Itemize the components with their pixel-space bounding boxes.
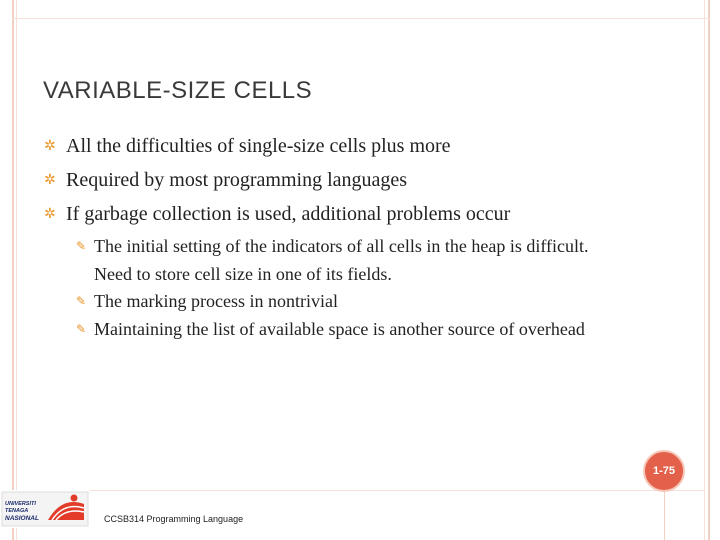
logo-text-3: NASIONAL: [5, 515, 39, 522]
page-number-badge: [643, 450, 685, 492]
frame-line: [12, 0, 14, 540]
sub-bullet-item: [76, 233, 596, 288]
page-number-line: [664, 492, 665, 540]
logo-text-2: TENAGA: [5, 508, 29, 514]
bullet-text: Required by most programming languages: [66, 169, 408, 191]
gear-icon: ✲: [44, 138, 56, 154]
university-logo: [0, 490, 90, 528]
slide-title: VARIABLE-SIZE CELLS: [43, 77, 313, 104]
gear-icon: ✲: [44, 172, 56, 188]
sub-bullet-text: The marking process in nontrivial: [94, 291, 338, 311]
bullet-text: If garbage collection is used, additional problems occur: [66, 203, 511, 225]
pencil-icon: ✎: [76, 294, 87, 308]
sub-bullet-item: [76, 288, 596, 316]
frame-line: [704, 0, 705, 540]
frame-line: [16, 0, 17, 540]
pencil-icon: ✎: [76, 322, 87, 336]
sub-bullet-text: Maintaining the list of available space is another source of overhead: [94, 319, 585, 339]
frame-line: [708, 0, 710, 540]
pencil-icon: ✎: [76, 239, 87, 253]
sub-bullet-text: The initial setting of the indicators of all cells in the heap is difficult. Need to store cell size in one of its fields.: [94, 236, 589, 284]
page-number: 1-75: [652, 465, 676, 477]
bullet-text: All the difficulties of single-size cells plus more: [66, 135, 451, 157]
frame-line: [12, 18, 710, 19]
footer-course-name: CCSB314 Programming Language: [104, 514, 244, 524]
sub-bullet-item: [76, 316, 596, 344]
logo-text-1: UNIVERSITI: [5, 501, 36, 507]
footer-divider: [14, 490, 704, 491]
gear-icon: ✲: [44, 206, 56, 222]
